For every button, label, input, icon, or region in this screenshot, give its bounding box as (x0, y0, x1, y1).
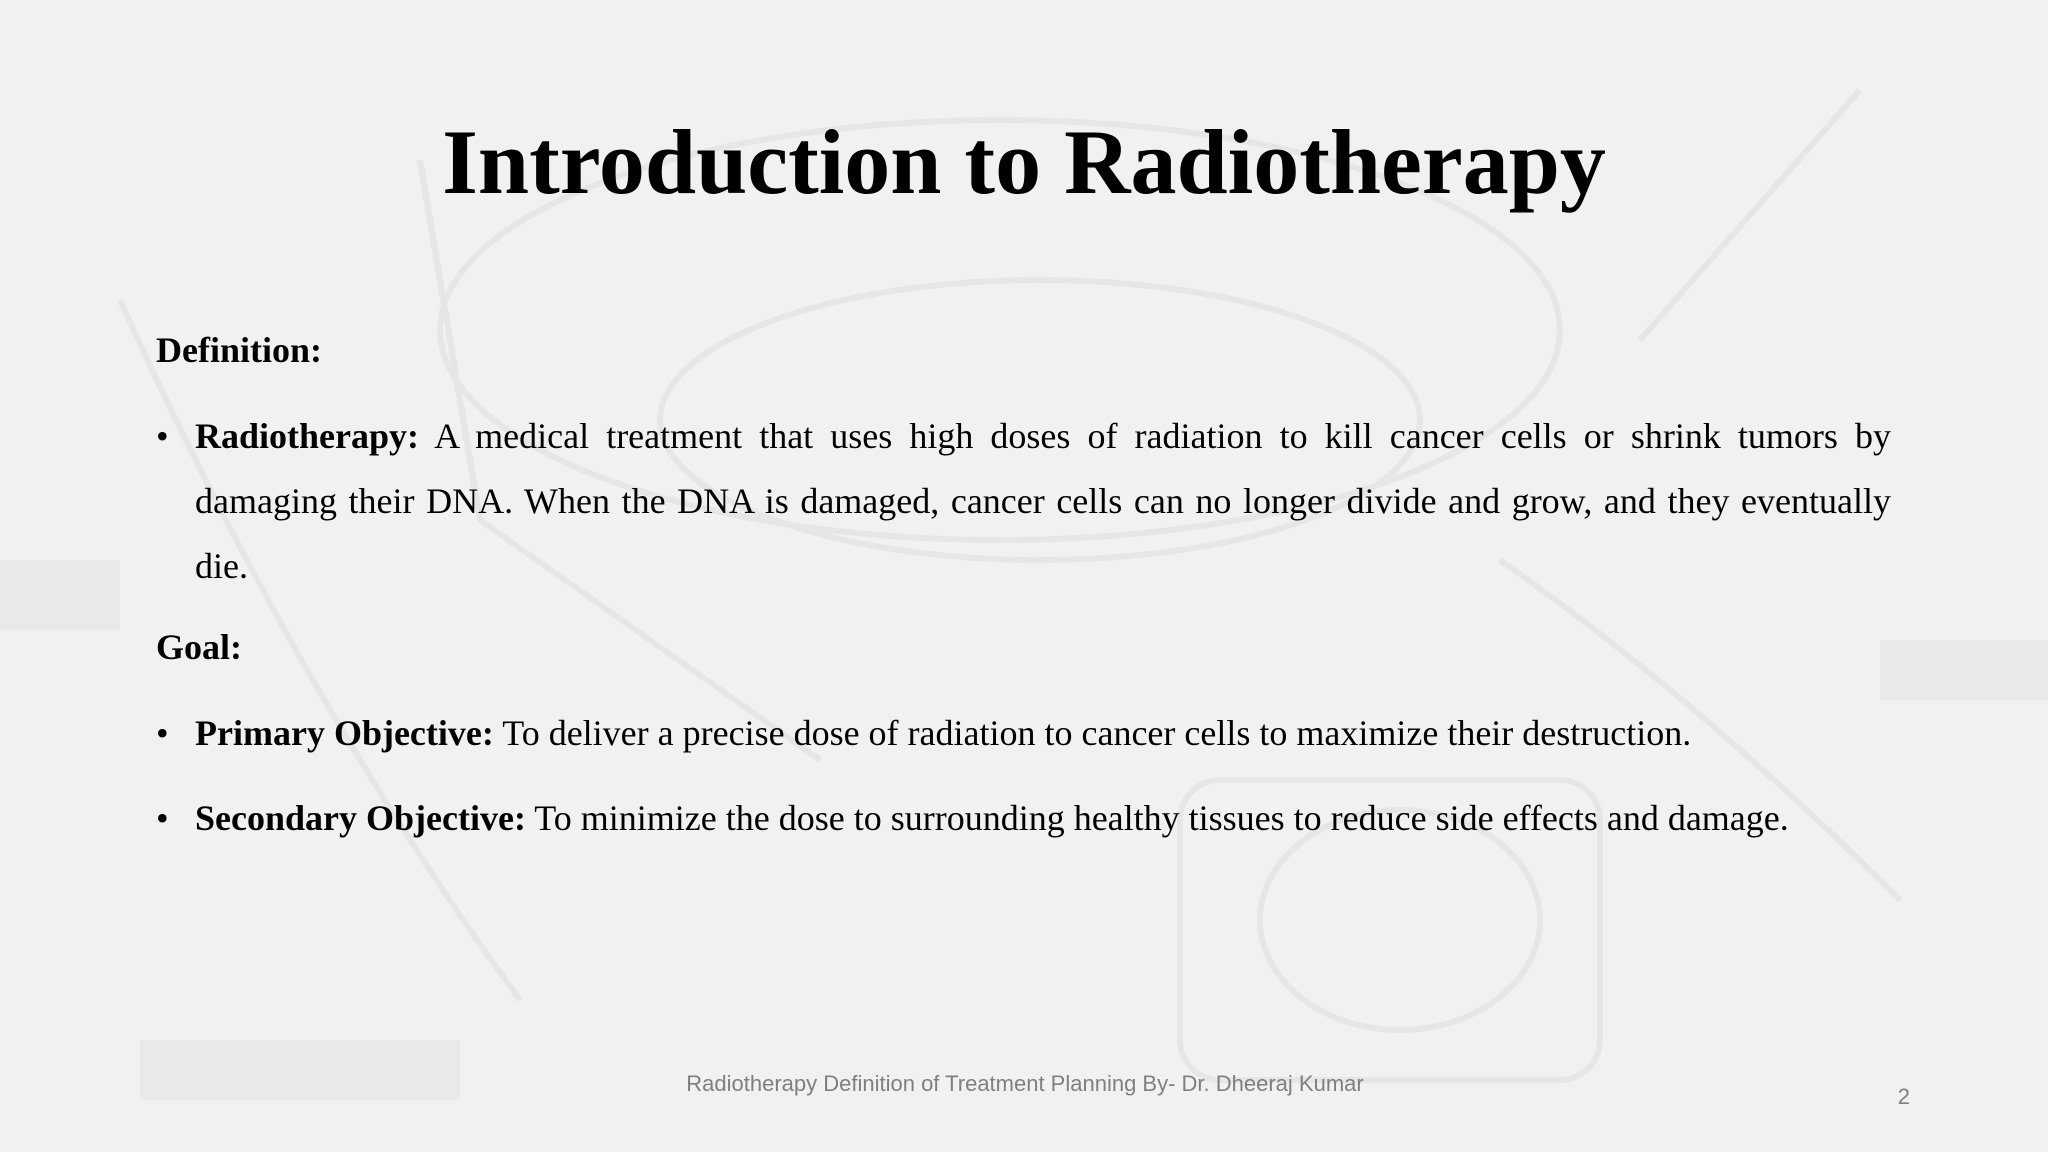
slide-title: Introduction to Radiotherapy (442, 111, 1606, 213)
bullet-text: To minimize the dose to surrounding healthy tissues to reduce side effects and damage. (525, 798, 1789, 838)
bullet-text: A medical treatment that uses high doses of radiation to kill cancer cells or shrink tumors by damaging their DNA. When the DNA is damaged, cancer cells can no longer divide and grow, and they eventually die. (195, 416, 1891, 586)
bullet-text: To deliver a precise dose of radiation to cancer cells to maximize their destruction. (493, 713, 1692, 753)
bullet-term: Primary Objective: (195, 713, 494, 753)
goal-heading: Goal: (156, 627, 242, 667)
bullet-item-primary-objective (156, 701, 1891, 766)
bullet-marker: • (156, 416, 169, 456)
slide-footer: Radiotherapy Definition of Treatment Planning By- Dr. Dheeraj Kumar (686, 1071, 1364, 1096)
page-number: 2 (1897, 1084, 1910, 1109)
bullet-marker: • (156, 798, 169, 838)
definition-heading: Definition: (156, 330, 322, 370)
bullet-item-radiotherapy (156, 404, 1891, 599)
bullet-term: Radiotherapy: (195, 416, 419, 456)
bullet-term: Secondary Objective: (195, 798, 526, 838)
bullet-marker: • (156, 713, 169, 753)
slide-content (156, 322, 1891, 871)
bullet-item-secondary-objective (156, 786, 1891, 851)
